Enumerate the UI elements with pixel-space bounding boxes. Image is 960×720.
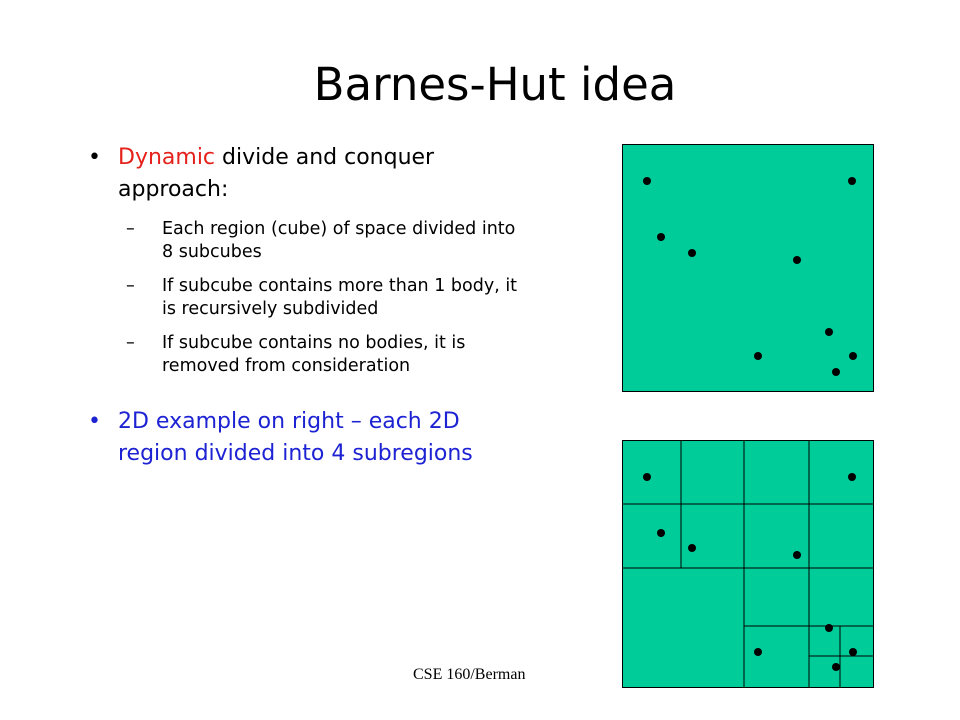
region-diagram-subdivided (622, 440, 874, 688)
bullet-2d-example (88, 406, 528, 470)
slide-footer: CSE 160/Berman (413, 666, 526, 683)
bullet-mark: • (88, 145, 101, 170)
region-square (623, 441, 874, 688)
body-dot (825, 624, 833, 632)
body-dot (754, 648, 762, 656)
body-dot (657, 233, 665, 241)
region-square (623, 145, 874, 392)
body-dot (643, 473, 651, 481)
body-dot (832, 663, 840, 671)
body-dot (643, 177, 651, 185)
sub-bullet (88, 332, 528, 378)
body-dot (688, 544, 696, 552)
sub-bullet-list (88, 218, 528, 378)
sub-bullet-text: Each region (cube) of space divided into 8 subcubes (162, 219, 516, 262)
bullet-text: 2D example on right – each 2D region divided into 4 subregions (118, 409, 473, 466)
sub-bullet-mark: – (126, 333, 135, 353)
sub-bullet-mark: – (126, 219, 135, 239)
body-dot (832, 368, 840, 376)
body-dot (793, 551, 801, 559)
bullet-text: divide and conquer approach: (118, 145, 435, 202)
sub-bullet-mark: – (126, 276, 135, 296)
bullet-mark: • (88, 409, 101, 434)
region-diagram-undivided (622, 144, 874, 392)
sub-bullet-text: If subcube contains no bodies, it is removed from consideration (162, 333, 466, 376)
bullet-list (88, 142, 528, 470)
body-dot (657, 529, 665, 537)
bullet-highlight: Dynamic (118, 145, 216, 170)
body-dot (849, 352, 857, 360)
body-dot (849, 648, 857, 656)
sub-bullet (88, 275, 528, 321)
body-dot (754, 352, 762, 360)
sub-bullet (88, 218, 528, 264)
sub-bullet-text: If subcube contains more than 1 body, it is recursively subdivided (162, 276, 518, 319)
body-dot (793, 256, 801, 264)
body-dot (688, 249, 696, 257)
bullet-dynamic (88, 142, 528, 206)
body-dot (848, 473, 856, 481)
body-dot (825, 328, 833, 336)
body-dot (848, 177, 856, 185)
slide-title: Barnes-Hut idea (313, 58, 677, 111)
